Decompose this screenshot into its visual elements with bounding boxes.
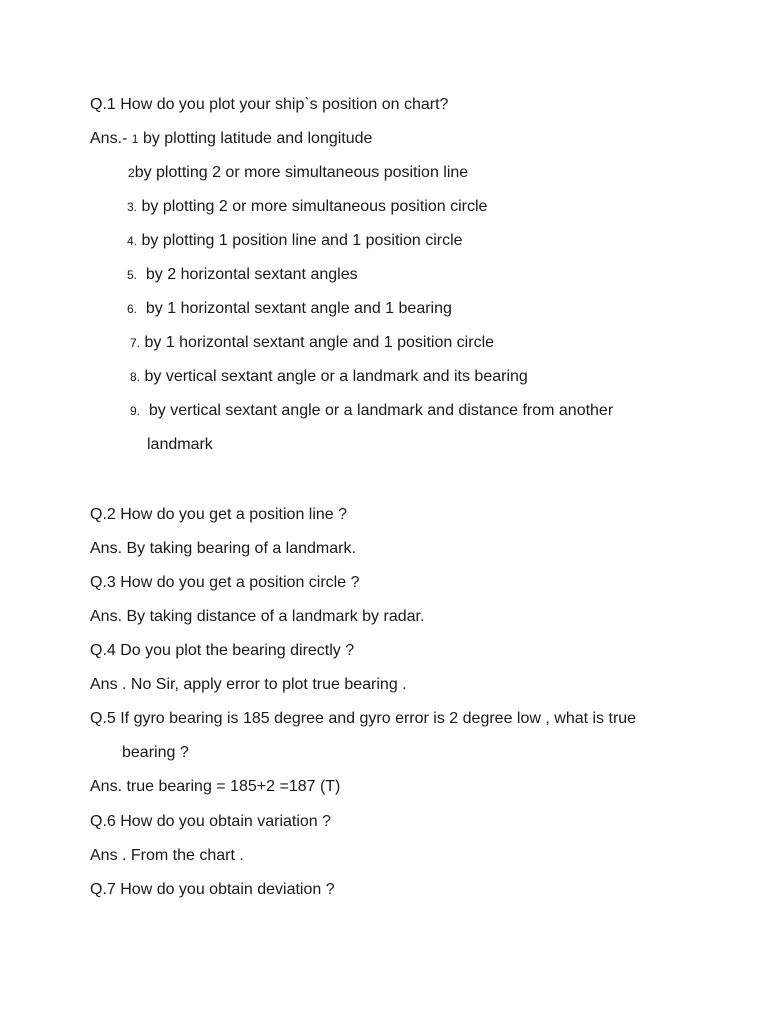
q1-answer-item-9 — [130, 401, 613, 421]
q4-question: Q.4 Do you plot the bearing directly ? — [90, 642, 355, 659]
list-item-text: by plotting 1 position line and 1 position circle — [141, 232, 463, 249]
q1-answer-item-7 — [130, 333, 494, 353]
list-number: 7. — [130, 336, 141, 350]
list-item-text: by 1 horizontal sextant angle and 1 position circle — [144, 334, 495, 351]
q1-answer-item-4 — [127, 231, 463, 251]
q6-question: Q.6 How do you obtain variation ? — [90, 813, 332, 830]
list-item-text: by plotting latitude and longitude — [142, 130, 373, 147]
list-item-text: by 2 horizontal sextant angles — [145, 266, 358, 283]
q5-question-continued: bearing ? — [122, 744, 189, 761]
list-number: 2 — [128, 166, 135, 180]
list-item-text: by 1 horizontal sextant angle and 1 bearing — [145, 300, 452, 317]
q3-answer: Ans. By taking distance of a landmark by radar. — [90, 608, 425, 625]
q1-question: Q.1 How do you plot your ship`s position on chart? — [90, 96, 449, 113]
list-number: 1 — [131, 132, 139, 146]
q1-answer-item-3 — [127, 197, 487, 217]
list-item-text: by plotting 2 or more simultaneous position line — [134, 164, 469, 181]
q2-answer: Ans. By taking bearing of a landmark. — [90, 540, 356, 557]
q1-answer-item-5 — [127, 265, 358, 285]
answer-prefix: Ans.- — [90, 130, 128, 147]
q5-question: Q.5 If gyro bearing is 185 degree and gyro error is 2 degree low , what is true — [90, 710, 637, 727]
list-item-text: by vertical sextant angle or a landmark and distance from another — [148, 402, 614, 419]
list-number: 6. — [127, 302, 138, 316]
q1-answer-item-8 — [130, 367, 528, 387]
q4-answer: Ans . No Sir, apply error to plot true bearing . — [90, 676, 407, 693]
q6-answer: Ans . From the chart . — [90, 847, 244, 864]
list-item-text: by plotting 2 or more simultaneous position circle — [141, 198, 488, 215]
q3-question: Q.3 How do you get a position circle ? — [90, 574, 360, 591]
list-item-text: by vertical sextant angle or a landmark and its bearing — [144, 368, 528, 385]
q1-answer-line-1 — [90, 129, 372, 149]
list-number: 9. — [130, 404, 141, 418]
list-number: 8. — [130, 370, 141, 384]
q1-answer-item-6 — [127, 299, 452, 319]
q2-question: Q.2 How do you get a position line ? — [90, 506, 348, 523]
q7-question: Q.7 How do you obtain deviation ? — [90, 881, 335, 898]
list-number: 5. — [127, 268, 138, 282]
q1-answer-item-9-continued: landmark — [147, 436, 213, 453]
list-number: 3. — [127, 200, 138, 214]
q1-answer-item-2 — [128, 163, 468, 183]
q5-answer: Ans. true bearing = 185+2 =187 (T) — [90, 778, 341, 795]
list-number: 4. — [127, 234, 138, 248]
